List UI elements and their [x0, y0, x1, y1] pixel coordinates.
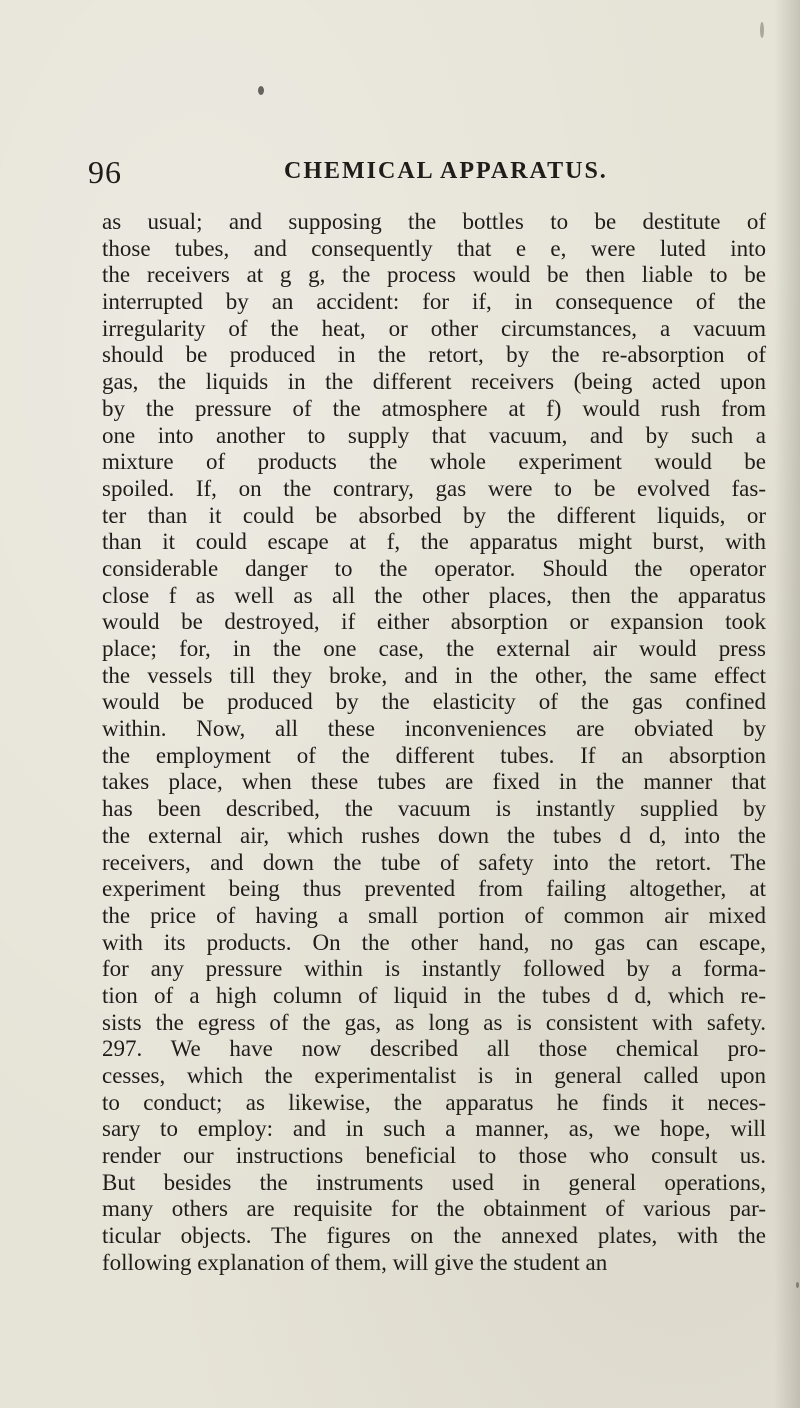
- text-line: the external air, which rushes down the tubes d d, into the: [102, 822, 766, 848]
- text-line: would be produced by the elasticity of the gas confined: [102, 689, 766, 715]
- text-line: following explanation of them, will give the student an: [102, 1249, 608, 1275]
- text-line: within. Now, all these inconveniences are obviated by: [102, 716, 766, 742]
- text-line: takes place, when these tubes are fixed in the manner that: [102, 769, 766, 795]
- text-line: spoiled. If, on the contrary, gas were to be evolved fas-: [102, 475, 766, 501]
- text-line: as usual; and supposing the bottles to be destitute of: [102, 209, 766, 234]
- text-line: place; for, in the one case, the external air would press: [102, 636, 766, 661]
- text-line: cesses, which the experimentalist is in general called upon: [102, 1063, 766, 1088]
- text-line: the receivers at g g, the process would be then liable to be: [102, 262, 766, 288]
- text-line: gas, the liquids in the different receivers (being acted upon: [102, 369, 766, 395]
- text-line: ticular objects. The figures on the annexed plates, with the: [102, 1223, 766, 1249]
- text-line: experiment being thus prevented from failing altogether, at: [102, 876, 766, 902]
- text-line: sists the egress of the gas, as long as is consistent with safety.: [102, 1009, 766, 1035]
- text-line: the price of having a small portion of common air mixed: [102, 902, 766, 928]
- text-line: 297. We have now described all those chemical pro-: [102, 1036, 766, 1062]
- text-line: irregularity of the heat, or other circumstances, a vacuum: [102, 315, 766, 341]
- text-line: receivers, and down the tube of safety into the retort. The: [102, 849, 766, 875]
- ink-speck: [796, 1282, 799, 1288]
- text-line: to conduct; as likewise, the apparatus he finds it neces-: [102, 1089, 766, 1115]
- text-line: has been described, the vacuum is instantly supplied by: [102, 796, 766, 822]
- text-line: for any pressure within is instantly followed by a forma-: [102, 956, 766, 982]
- text-line: considerable danger to the operator. Should the operator: [102, 555, 766, 581]
- text-line: But besides the instruments used in general operations,: [102, 1169, 766, 1195]
- text-line: than it could escape at f, the apparatus might burst, with: [102, 529, 766, 555]
- running-head: CHEMICAL APPARATUS.: [284, 158, 608, 184]
- text-line: those tubes, and consequently that e e, were luted into: [102, 235, 766, 261]
- text-line: would be destroyed, if either absorption or expansion took: [102, 609, 766, 635]
- ink-speck: [760, 22, 764, 38]
- text-line: interrupted by an accident: for if, in consequence of the: [102, 289, 766, 315]
- text-line: tion of a high column of liquid in the tubes d d, which re-: [102, 982, 766, 1008]
- text-line: many others are requisite for the obtainment of various par-: [102, 1196, 766, 1222]
- page-edge-shadow: [774, 0, 800, 1408]
- page-header: [88, 152, 768, 196]
- text-line: by the pressure of the atmosphere at f) would rush from: [102, 395, 766, 421]
- text-line: the vessels till they broke, and in the other, the same effect: [102, 662, 766, 688]
- text-line: ter than it could be absorbed by the different liquids, or: [102, 502, 766, 528]
- text-line: the employment of the different tubes. If an absorption: [102, 742, 766, 768]
- text-line: close f as well as all the other places, then the apparatus: [102, 582, 766, 608]
- text-line: with its products. On the other hand, no gas can escape,: [102, 929, 766, 955]
- text-line: mixture of products the whole experiment would be: [102, 449, 766, 475]
- page-number: 96: [88, 154, 122, 190]
- text-line: should be produced in the retort, by the re-absorption of: [102, 342, 766, 368]
- text-line: render our instructions beneficial to those who consult us.: [102, 1143, 766, 1169]
- text-line: sary to employ: and in such a manner, as, we hope, will: [102, 1116, 766, 1142]
- body-text: [102, 209, 766, 1277]
- text-line: one into another to supply that vacuum, and by such a: [102, 422, 766, 448]
- ink-speck: [258, 86, 264, 95]
